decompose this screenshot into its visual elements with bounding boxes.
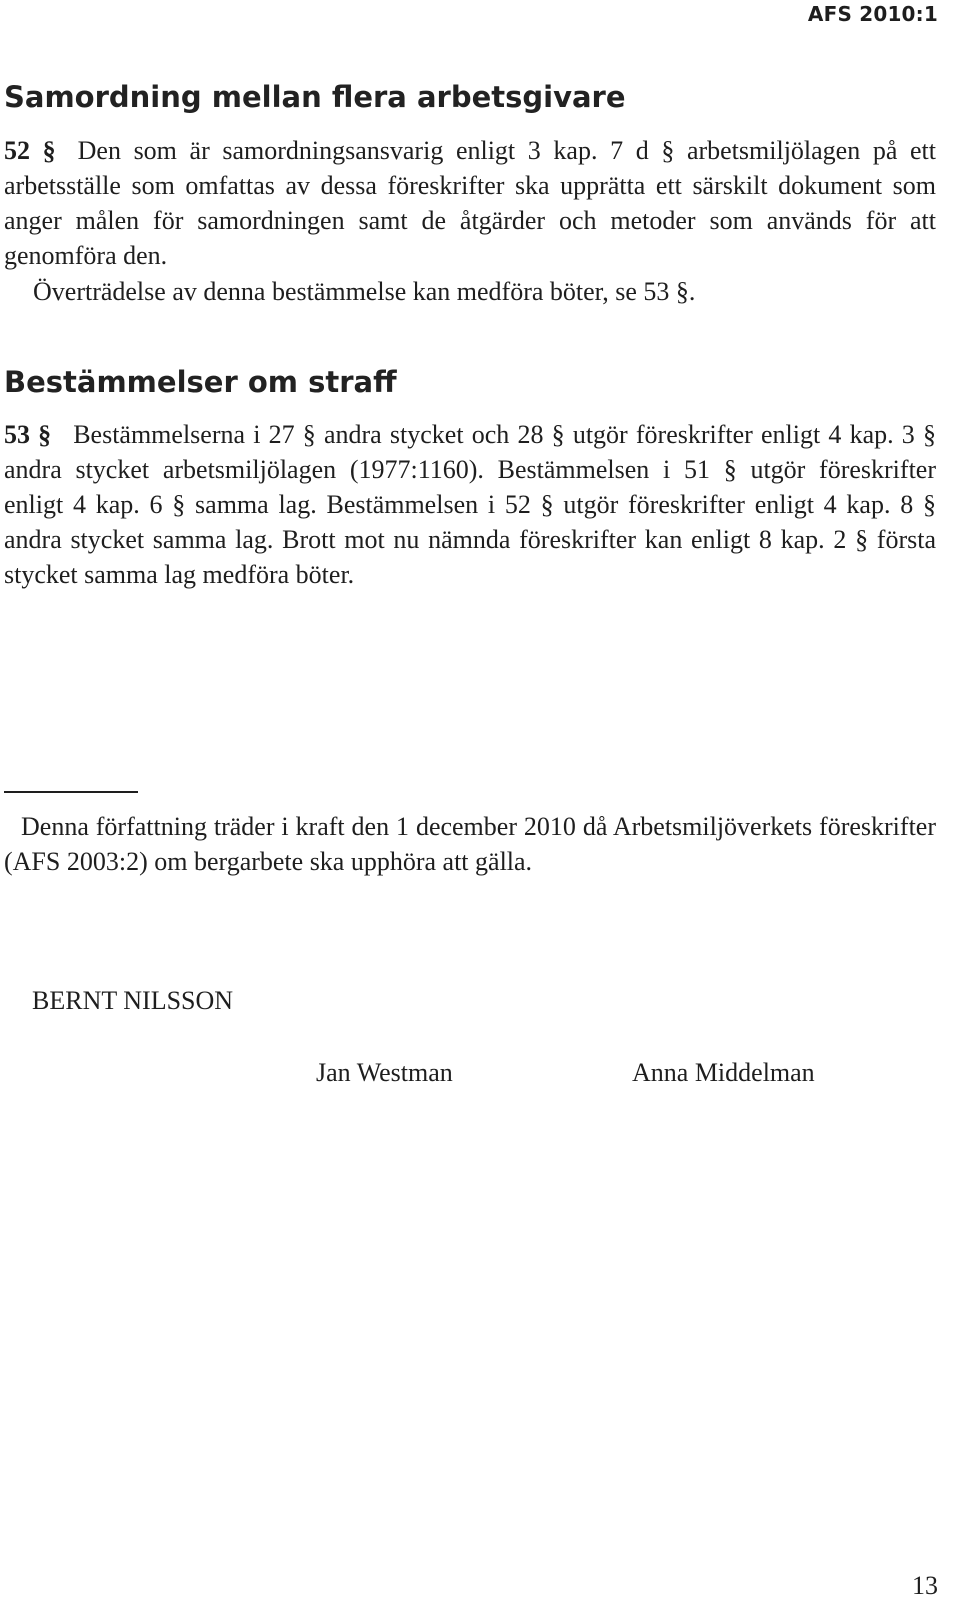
- penalty-note-text: Överträdelse av denna bestämmelse kan medföra böter, se 53 §.: [33, 277, 696, 306]
- paragraph-number: 53 §: [4, 420, 52, 449]
- signature-co-signer: Anna Middelman: [632, 1058, 815, 1087]
- signature-co-signer: Jan Westman: [316, 1058, 453, 1087]
- entry-into-force-text: Denna författning träder i kraft den 1 december 2010 då Arbetsmiljöverkets föreskrifter (AFS 2003:2) om bergarbete ska upphöra att gälla.: [4, 812, 936, 876]
- paragraph-53: [4, 417, 936, 592]
- entry-into-force-paragraph: [4, 809, 936, 879]
- section-heading-penalties: Bestämmelser om straff: [4, 365, 397, 399]
- document-reference: AFS 2010:1: [807, 2, 938, 26]
- paragraph-text: Den som är samordningsansvarig enligt 3 kap. 7 d § arbetsmiljölagen på ett arbetsställe som omfattas av dessa föreskrifter ska upprätta ett särskilt dokument som anger målen för samordningen samt de åtgärder och metoder som används för att genomföra den.: [4, 136, 936, 270]
- signature-main: BERNT NILSSON: [32, 986, 234, 1015]
- separator-rule: [4, 791, 138, 793]
- paragraph-text: Bestämmelserna i 27 § andra stycket och 28 § utgör föreskrifter enligt 4 kap. 3 § andra stycket arbetsmiljölagen (1977:1160). Bestämmelsen i 51 § utgör föreskrifter enligt 4 kap. 6 § samma lag. Bestämmelsen i 52 § utgör föreskrifter enligt 4 kap. 8 § andra stycket samma lag. Brott mot nu nämnda föreskrifter kan enligt 8 kap. 2 § första stycket samma lag medföra böter.: [4, 420, 936, 589]
- paragraph-52: [4, 133, 936, 273]
- paragraph-number: 52 §: [4, 136, 56, 165]
- section-heading-coordination: Samordning mellan flera arbetsgivare: [4, 80, 626, 114]
- penalty-note: [4, 274, 936, 309]
- page-number: 13: [912, 1571, 938, 1600]
